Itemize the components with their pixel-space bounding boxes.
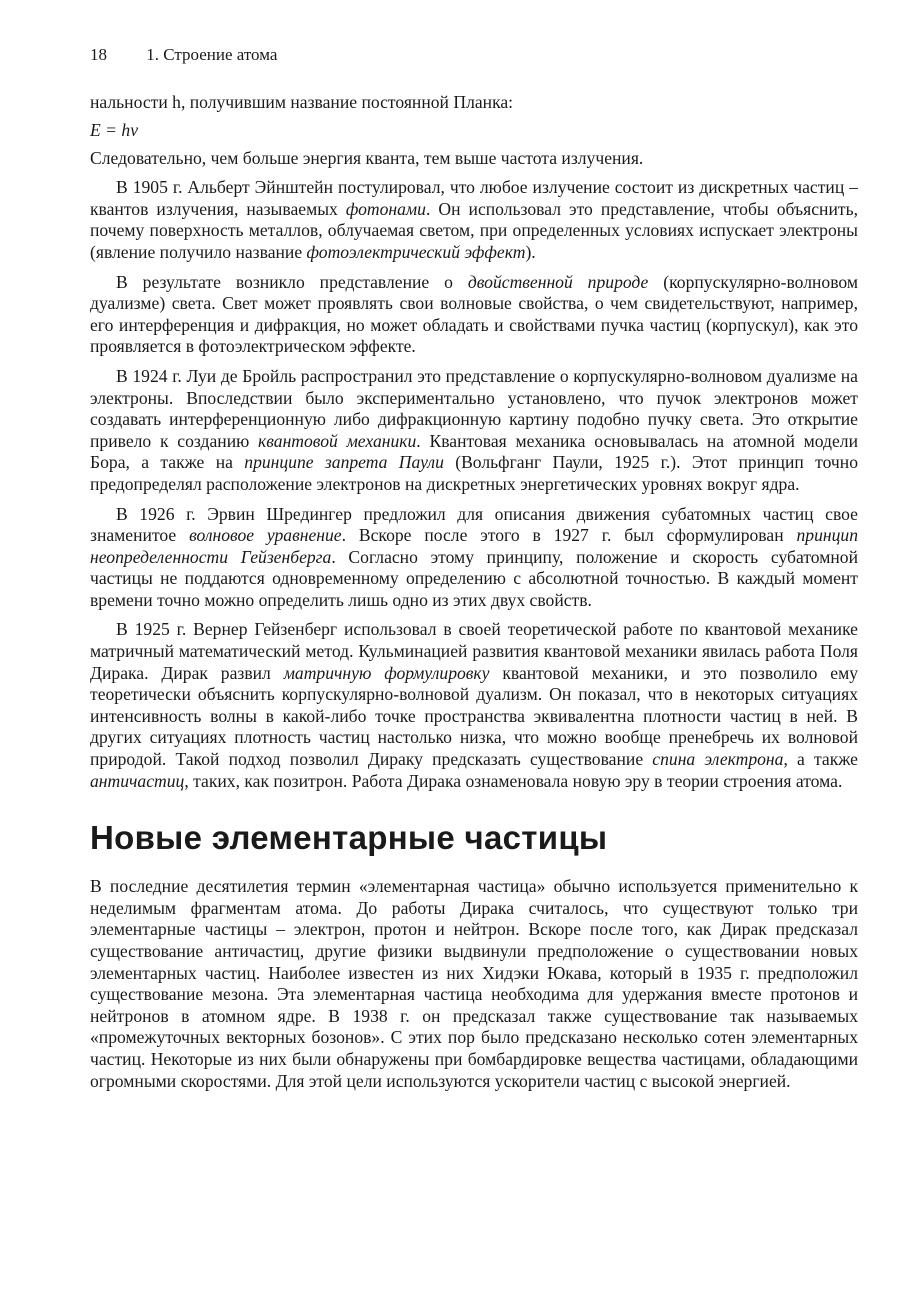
term-wave-equation: волновое уравнение — [189, 525, 342, 546]
chapter-title: 1. Строение атома — [146, 45, 278, 64]
term-photoelectric-effect: фотоэлектрический эффект — [306, 241, 526, 262]
intro-conclusion: Следовательно, чем больше энергия кванта, тем выше частота излучения. — [90, 147, 644, 168]
term-pauli-principle: принципе запрета Паули — [244, 452, 444, 473]
book-page — [90, 44, 858, 1100]
term-dual-nature: двойственной природе — [467, 271, 649, 292]
paragraph-schrodinger: В 1926 г. Эрвин Шредингер предложил для описания движения субатомных частиц свое знаменитое волновое уравнение. Вскоре после этого в 1927 г. был сформулирован принцип неопределенности Гейзенберга. Согласно этому принципу, положение и скорость субатомной частицы не поддаются одновременному определению с абсолютной точностью. В каждый момент времени точно можно определить лишь одно из этих двух свойств. — [90, 503, 859, 610]
paragraph-heisenberg-dirac: В 1925 г. Вернер Гейзенберг использовал в своей теоретической работе по квантовой механике матричный математический метод. Кульминацией развития квантовой механики явилась работа Поля Дирака. Дирак развил матричную формулировку квантовой механики, и это позволило ему теоретически объяснить корпускулярно-волновой дуализм. Он показал, что в некоторых ситуациях интенсивность волны в какой-либо точке пространства эквивалентна плотности частиц в ней. В других ситуациях плотность частиц настолько низка, что можно вообще пренебречь их волновой природой. Такой подход позволил Дираку предсказать существование спина электрона, а также античастиц, таких, как позитрон. Работа Дирака ознаменовала новую эру в теории строения атома. — [90, 619, 858, 791]
term-matrix-formulation: матричную формулировку — [283, 662, 490, 683]
planck-formula: E = hv — [90, 119, 139, 140]
paragraph-de-broglie: В 1924 г. Луи де Бройль распространил это представление о корпускулярно-волновом дуализме на электроны. Впоследствии было экспериментально установлено, что пучок электронов может создавать интерференционную либо дифракционную картину подобно пучку света. Это открытие привело к созданию квантовой механики. Квантовая механика основывалась на атомной модели Бора, а также на принципе запрета Паули (Вольфганг Паули, 1925 г.). Этот принцип точно предопределял расположение электронов на дискретных энергетических уровнях вокруг ядра. — [90, 365, 859, 494]
paragraph-dual-nature: В результате возникло представление о двойственной природе (корпускулярно-волновом дуализме) света. Свет может проявлять свои волновые свойства, о чем свидетельствуют, например, его интерференция и дифракция, но может обладать и свойствами пучка частиц (корпускул), как это проявляется в фотоэлектрическом эффекте. — [90, 271, 858, 357]
term-photons: фотонами — [345, 198, 426, 219]
paragraph-einstein: В 1905 г. Альберт Эйнштейн постулировал, что любое излучение состоит из дискретных частиц – квантов излучения, называемых фотонами. Он использовал это представление, чтобы объяснить, почему поверхность металлов, облучаемая светом, при определенных условиях испускает электроны (явление получило название фотоэлектрический эффект). — [90, 177, 858, 262]
section-heading: Новые элементарные частицы — [90, 819, 608, 857]
page-number: 18 — [90, 45, 107, 64]
running-header — [90, 44, 858, 66]
paragraph-elementary-particles: В последние десятилетия термин «элементарная частица» обычно используется применительно к неделимым фрагментам атома. До работы Дирака считалось, что существуют только три элементарные частицы – электрон, протон и нейтрон. Вскоре после того, как Дирак предсказал существование античастиц, другие физики выдвинули предположение о существовании новых элементарных частиц. Наиболее известен из них Хидэки Юкава, который в 1935 г. предположил существование мезона. Эта элементарная частица необходима для удержания вместе протонов и нейтронов в атомном ядре. В 1938 г. он предсказал также существование так называемых «промежуточных векторных бозонов». С этих пор было предсказано несколько сотен элементарных частиц. Некоторые из них были обнаружены при бомбардировке вещества частицами, обладающими огромными скоростями. Для этой цели используются ускорители частиц с высокой энергией. — [90, 876, 858, 1091]
term-quantum-mechanics: квантовой механики — [258, 430, 417, 451]
term-antiparticles: античастиц — [90, 770, 185, 791]
intro-line: нальности h, получившим название постоянной Планка: — [90, 92, 514, 112]
term-uncertainty-principle: принцип неопределенности Гейзенберга — [90, 525, 858, 567]
term-electron-spin: спина электрона — [652, 749, 784, 770]
